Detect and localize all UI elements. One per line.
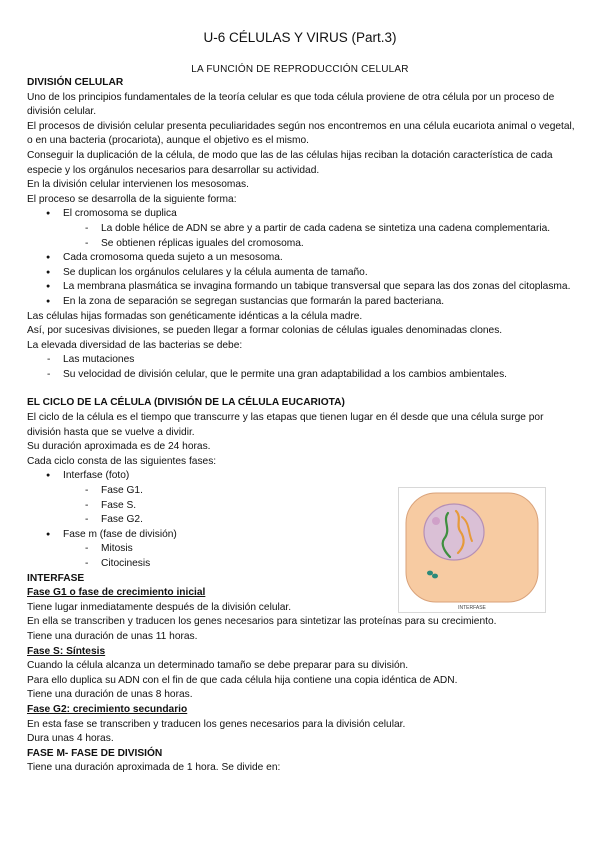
list-item: ● La membrana plasmática se invagina formando un tabique transversal que separa las dos zonas del citoplasma. xyxy=(27,280,575,295)
list-item: - Fase G1. xyxy=(27,484,575,499)
list-item: ● Cada cromosoma queda sujeto a un mesosoma. xyxy=(27,251,575,266)
subheading-g2: Fase G2: crecimiento secundario xyxy=(27,703,188,715)
paragraph: Tiene lugar inmediatamente después de la división celular. xyxy=(27,601,292,613)
section-heading-division: DIVISIÓN CELULAR xyxy=(27,77,124,88)
section-heading-interfase: INTERFASE xyxy=(27,572,85,584)
document-body xyxy=(27,76,575,776)
paragraph: En la división celular intervienen los mesosomas. xyxy=(27,179,249,191)
paragraph: Cada ciclo consta de las siguientes fases: xyxy=(27,455,217,467)
paragraph: Tiene una duración aproximada de 1 hora. Se divide en: xyxy=(27,762,281,774)
centriole-icon xyxy=(427,571,433,576)
paragraph: Para ello duplica su ADN con el fin de que cada célula hija contiene una copia idéntica de ADN. xyxy=(27,674,458,686)
list-item: - Se obtienen réplicas iguales del cromosoma. xyxy=(27,237,575,252)
list-item: ● Se duplican los orgánulos celulares y la célula aumenta de tamaño. xyxy=(27,266,575,281)
paragraph: Uno de los principios fundamentales de la teoría celular es que toda célula proviene de otra célula por un proceso de división celular. xyxy=(27,91,555,118)
centriole-icon xyxy=(432,574,438,579)
list-item: - Su velocidad de división celular, que le permite una gran adaptabilidad a los cambios ambientales. xyxy=(27,368,575,383)
paragraph: Así, por sucesivas divisiones, se pueden llegar a formar colonias de células iguales denominadas clones. xyxy=(27,325,503,337)
list-item: - Fase S. xyxy=(27,499,575,514)
paragraph: El procesos de división celular presenta peculiaridades según nos encontremos en una célula eucariota animal o vegetal, o en una bacteria (procariota), aunque el objetivo es el mismo. xyxy=(27,120,575,147)
paragraph: Cuando la célula alcanza un determinado tamaño se debe preparar para su división. xyxy=(27,660,409,672)
paragraph: Las células hijas formadas son genéticamente idénticas a la célula madre. xyxy=(27,310,363,322)
list-item: ● En la zona de separación se segregan sustancias que formarán la pared bacteriana. xyxy=(27,295,575,310)
list-item: - Citocinesis xyxy=(27,557,575,572)
diversity-reasons-list xyxy=(27,353,575,382)
list-item: - La doble hélice de ADN se abre y a partir de cada cadena se sintetiza una cadena complementaria. xyxy=(27,222,575,237)
paragraph: Su duración aproximada es de 24 horas. xyxy=(27,441,211,453)
nucleus xyxy=(424,504,484,560)
list-item: - Mitosis xyxy=(27,542,575,557)
list-item: ● El cromosoma se duplica xyxy=(27,207,575,222)
paragraph: Dura unas 4 horas. xyxy=(27,733,114,745)
list-item: - Fase G2. xyxy=(27,513,575,528)
paragraph: Tiene una duración de unas 8 horas. xyxy=(27,689,193,701)
list-item: ● Fase m (fase de división) xyxy=(27,528,575,543)
page-title: U-6 CÉLULAS Y VIRUS (Part.3) xyxy=(203,30,397,45)
paragraph: En esta fase se transcriben y traducen los genes necesarios para la división celular. xyxy=(27,718,406,730)
paragraph: En ella se transcriben y traducen los genes necesarios para sintetizar las proteínas para su crecimiento. xyxy=(27,616,497,628)
interphase-cell-figure xyxy=(398,487,546,613)
process-steps-list xyxy=(27,207,575,309)
paragraph: La elevada diversidad de las bacterias se debe: xyxy=(27,339,243,351)
list-item: ● Interfase (foto) xyxy=(27,469,575,484)
paragraph: El proceso se desarrolla de la siguiente forma: xyxy=(27,193,237,205)
figure-caption: INTERFASE xyxy=(458,605,486,611)
paragraph: Conseguir la duplicación de la célula, de modo que las de las células hijas reciban la dotación característica de cada especie y los orgánulos necesarios para desarrollar su actividad. xyxy=(27,149,553,176)
subheading-s: Fase S: Síntesis xyxy=(27,645,106,657)
nucleolus xyxy=(432,517,440,525)
subheading-g1: Fase G1 o fase de crecimiento inicial xyxy=(27,587,206,599)
paragraph: El ciclo de la célula es el tiempo que transcurre y las etapas que tienen lugar en él desde que una célula surge por división hasta que se vuelve a dividir. xyxy=(27,412,544,438)
list-item: - Las mutaciones xyxy=(27,353,575,368)
page-subtitle: LA FUNCIÓN DE REPRODUCCIÓN CELULAR xyxy=(191,64,409,75)
subheading-fase-m: FASE M- FASE DE DIVISIÓN xyxy=(27,747,163,759)
section-heading-ciclo: EL CICLO DE LA CÉLULA (DIVISIÓN DE LA CÉLULA EUCARIOTA) xyxy=(27,397,345,409)
paragraph: Tiene una duración de unas 11 horas. xyxy=(27,630,198,642)
